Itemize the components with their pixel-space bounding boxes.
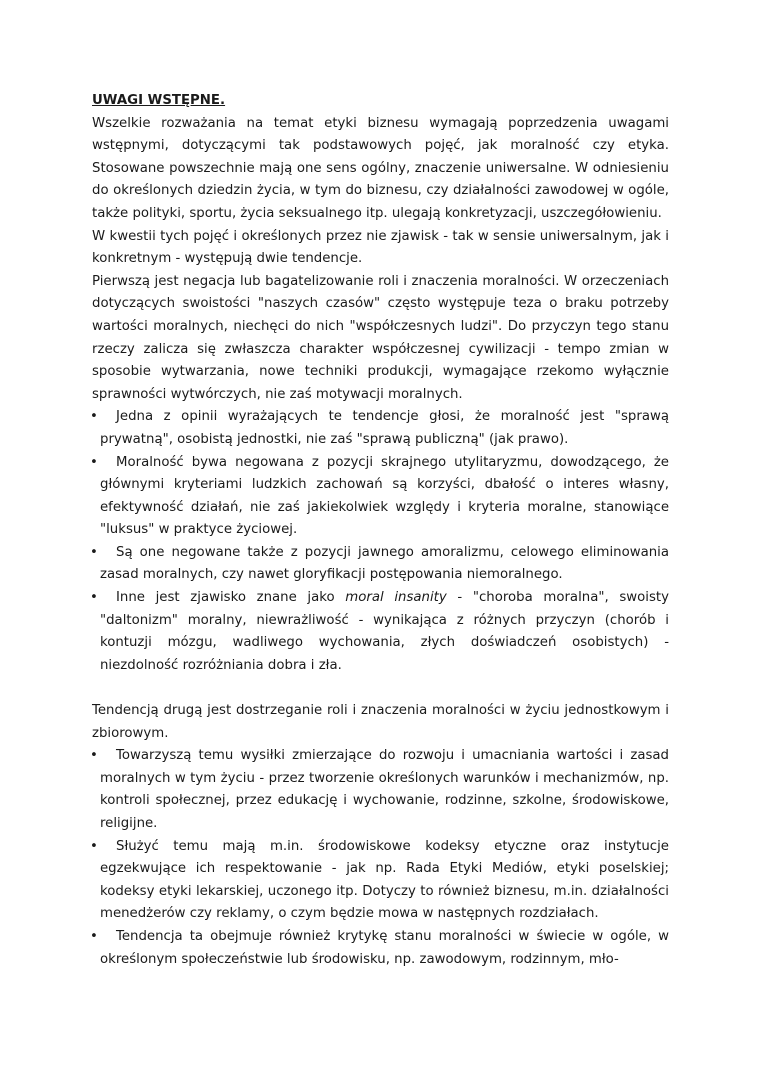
list-item <box>92 452 669 542</box>
list-item-text: Jedna z opinii wyrażających te tendencje głosi, że moralność jest "sprawą prywatną", osobistą jednostki, nie zaś "sprawą publiczną" (jak prawo). <box>100 409 669 447</box>
bullet-icon: • <box>90 454 98 470</box>
document-page <box>92 90 669 971</box>
bullet-icon: • <box>90 590 98 606</box>
list-item <box>92 926 669 971</box>
bullet-list-first <box>92 406 669 677</box>
list-item-text: Są one negowane także z pozycji jawnego amoralizmu, celowego eliminowania zasad moralnych, czy nawet gloryfikacji postępowania niemoralnego. <box>100 544 669 583</box>
italic-term: moral insanity <box>345 590 447 606</box>
list-item-text: Moralność bywa negowana z pozycji skrajnego utylitaryzmu, dowodzącego, że głównymi kryteriami ludzkich zachowań są korzyści, dbałość o interes własny, efektywność działań, nie zaś jakiekolwiek względy i kryteria moralne, stanowiące "luksus" w praktyce życiowej. <box>100 454 669 538</box>
list-item-text <box>100 587 669 677</box>
list-item <box>92 836 669 926</box>
list-item-text: Towarzyszą temu wysiłki zmierzające do rozwoju i umacniania wartości i zasad moralnych w tym życiu - przez tworzenie określonych warunków i mechanizmów, np. kontroli społecznej, przez edukację i wychowanie, rodzinne, szkolne, środowiskowe, religijne. <box>100 748 669 831</box>
list-item-text: Służyć temu mają m.in. środowiskowe kodeksy etyczne oraz instytucje egzekwujące ich respektowanie - jak np. Rada Etyki Mediów, etyki poselskiej; kodeksy etyki lekarskiej, uczonego itp. Dotyczy to również biznesu, m.in. działalności menedżerów czy reklamy, o czym będzie mowa w następnych rozdziałach. <box>100 838 669 922</box>
section-title: UWAGI WSTĘPNE. <box>92 93 226 108</box>
bullet-icon: • <box>90 409 98 425</box>
text-run: - "choroba moralna", swoisty "daltonizm" moralny, niewrażliwość - wynikająca z różnych przyczyn (chorób i kontuzji mózgu, wadliwego wychowania, złych doświadczeń osobistych) - niezdolność rozróżniania dobra i zła. <box>100 590 669 673</box>
paragraph-two-tendencies: W kwestii tych pojęć i określonych przez nie zjawisk - tak w sensie uniwersalnym, jak i konkretnym - występują dwie tendencje. <box>92 228 669 267</box>
list-item <box>92 542 669 587</box>
list-item-text: Tendencja ta obejmuje również krytykę stanu moralności w świecie w ogóle, w określonym społeczeństwie lub środowisku, np. zawodowym, rodzinnym, mło- <box>100 928 669 967</box>
bullet-icon: • <box>90 928 98 944</box>
paragraph-intro: Wszelkie rozważania na temat etyki biznesu wymagają poprzedzenia uwagami wstępnymi, dotyczącymi tak podstawowych pojęć, jak moralność czy etyka. Stosowane powszechnie mają one sens ogólny, znaczenie uniwersalne. W odniesieniu do określonych dziedzin życia, w tym do biznesu, czy działalności zawodowej w ogóle, także polityki, sportu, życia seksualnego itp. ulegają konkretyzacji, uszczegółowieniu. <box>92 115 669 221</box>
text-run: Inne jest zjawisko znane jako <box>116 590 346 606</box>
paragraph-second-tendency: Tendencją drugą jest dostrzeganie roli i znaczenia moralności w życiu jednostkowym i zbiorowym. <box>92 703 669 741</box>
bullet-icon: • <box>90 544 98 560</box>
list-item <box>92 745 669 835</box>
blank-line <box>92 677 669 700</box>
list-item <box>92 406 669 451</box>
paragraph-first-tendency: Pierwszą jest negacja lub bagatelizowanie roli i znaczenia moralności. W orzeczeniach dotyczących swoistości "naszych czasów" często występuje teza o braku potrzeby wartości moralnych, niechęci do nich "współczesnych ludzi". Do przyczyn tego stanu rzeczy zalicza się zwłaszcza charakter współczesnej cywilizacji - tempo zmian w sposobie wytwarzania, nowe techniki produkcji, wymagające rzekomo wyłącznie sprawności wytwórczych, nie zaś motywacji moralnych. <box>92 273 669 402</box>
bullet-icon: • <box>90 748 98 764</box>
bullet-icon: • <box>90 838 98 854</box>
list-item <box>92 587 669 677</box>
bullet-list-second <box>92 745 669 971</box>
